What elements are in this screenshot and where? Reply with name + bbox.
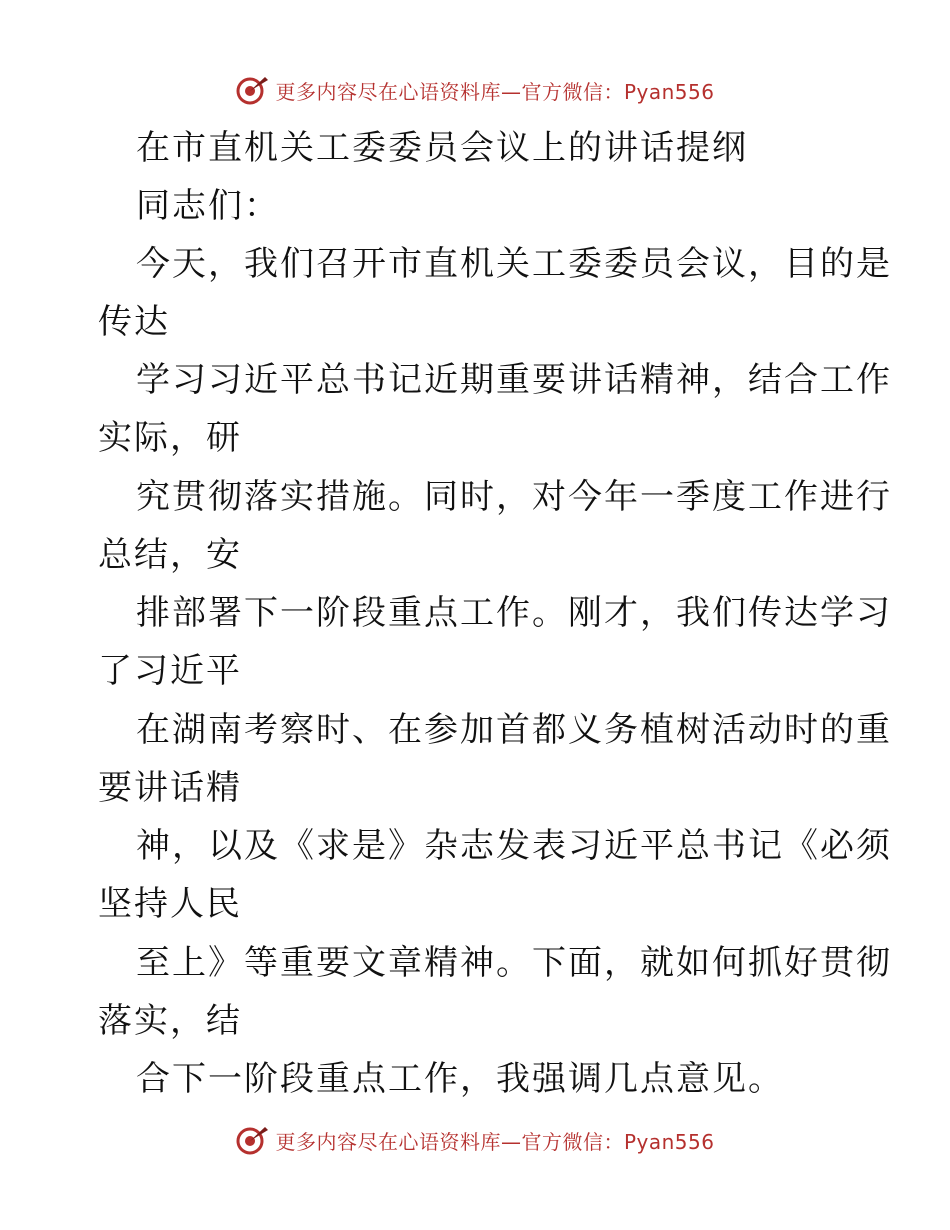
salutation: 同志们： — [136, 186, 280, 226]
text-line: 究贯彻落实措施。同时，对今年一季度工作进行 — [136, 477, 892, 517]
pen-logo-icon — [235, 1123, 269, 1157]
header-watermark-text: 更多内容尽在心语资料库—官方微信：Pyan556 — [275, 79, 715, 104]
footer-watermark-text: 更多内容尽在心语资料库—官方微信：Pyan556 — [275, 1129, 715, 1154]
text-line: 学习习近平总书记近期重要讲话精神，结合工作 — [136, 360, 892, 400]
text-line: 至上》等重要文章精神。下面，就如何抓好贯彻 — [136, 943, 892, 983]
header-watermark — [0, 70, 950, 110]
text-line: 了习近平 — [98, 651, 242, 691]
pen-logo-icon — [235, 73, 269, 107]
text-line: 实际，研 — [98, 418, 242, 458]
footer-watermark — [0, 1120, 950, 1160]
text-line: 落实，结 — [98, 1001, 242, 1041]
text-line: 今天，我们召开市直机关工委委员会议，目的是 — [136, 244, 892, 284]
text-line: 合下一阶段重点工作，我强调几点意见。 — [136, 1059, 784, 1099]
text-line: 在湖南考察时、在参加首都义务植树活动时的重 — [136, 710, 892, 750]
text-line: 总结，安 — [98, 535, 242, 575]
text-line: 坚持人民 — [98, 884, 242, 924]
text-line: 传达 — [98, 302, 170, 342]
text-line: 神，以及《求是》杂志发表习近平总书记《必须 — [136, 826, 892, 866]
document-title: 在市直机关工委委员会议上的讲话提纲 — [136, 128, 748, 168]
text-line: 要讲话精 — [98, 768, 242, 808]
text-line: 排部署下一阶段重点工作。刚才，我们传达学习 — [136, 593, 892, 633]
